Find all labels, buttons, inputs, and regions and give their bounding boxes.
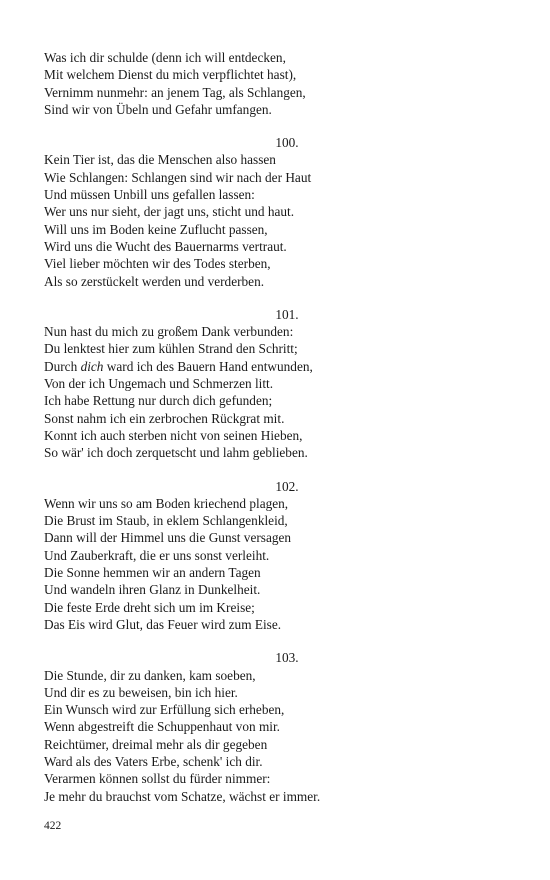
verse-line: Und Zauberkraft, die er uns sonst verleiht.	[44, 547, 270, 563]
verse-line: Wird uns die Wucht des Bauernarms vertraut.	[44, 238, 287, 254]
stanza	[44, 134, 514, 290]
verse-line: Viel lieber möchten wir des Todes sterben,	[44, 256, 271, 272]
verse-line: Wer uns nur sieht, der jagt uns, sticht und haut.	[44, 204, 295, 220]
verse-line: Sonst nahm ich ein zerbrochen Rückgrat mit.	[44, 410, 285, 426]
stanza-number: 103.	[275, 650, 299, 666]
verse-line: So wär' ich doch zerquetscht und lahm geblieben.	[44, 445, 308, 461]
page-number: 422	[44, 820, 62, 832]
stanza	[44, 478, 514, 634]
stanza	[44, 49, 514, 118]
verse-line: Die Stunde, dir zu danken, kam soeben,	[44, 667, 256, 683]
verse-line: Und wandeln ihren Glanz in Dunkelheit.	[44, 582, 261, 598]
stanza-number: 101.	[275, 306, 299, 322]
verse-line: Und dir es zu beweisen, bin ich hier.	[44, 684, 238, 700]
stanza	[44, 306, 514, 462]
stanza-gap	[44, 118, 514, 134]
verse-line: Dann will der Himmel uns die Gunst versagen	[44, 530, 292, 546]
emphasis-text: dich	[80, 358, 104, 374]
verse-line: Du lenktest hier zum kühlen Strand den Schritt;	[44, 341, 298, 357]
poem-page	[44, 49, 514, 805]
verse-line: Durch dich ward ich des Bauern Hand entwunden,	[44, 358, 313, 374]
verse-line: Sind wir von Übeln und Gefahr umfangen.	[44, 101, 272, 117]
verse-line: Ward als des Vaters Erbe, schenk' ich dir.	[44, 753, 263, 769]
verse-line: Als so zerstückelt werden und verderben.	[44, 273, 265, 289]
verse-line: Ich habe Rettung nur durch dich gefunden;	[44, 393, 273, 409]
verse-line: Die Brust im Staub, in eklem Schlangenkleid,	[44, 513, 288, 529]
stanza-gap	[44, 290, 514, 306]
verse-line: Und müssen Unbill uns gefallen lassen:	[44, 187, 255, 203]
verse-line: Wenn abgestreift die Schuppenhaut von mir.	[44, 719, 280, 735]
verse-line: Das Eis wird Glut, das Feuer wird zum Eise.	[44, 616, 282, 632]
stanza	[44, 649, 514, 805]
verse-line: Will uns im Boden keine Zuflucht passen,	[44, 221, 268, 237]
verse-line: Vernimm nunmehr: an jenem Tag, als Schlangen,	[44, 84, 306, 100]
verse-line: Wie Schlangen: Schlangen sind wir nach der Haut	[44, 169, 312, 185]
verse-line: Ein Wunsch wird zur Erfüllung sich erheben,	[44, 702, 285, 718]
verse-line: Wenn wir uns so am Boden kriechend plagen,	[44, 495, 289, 511]
verse-line: Kein Tier ist, das die Menschen also hassen	[44, 152, 276, 168]
verse-line: Die Sonne hemmen wir an andern Tagen	[44, 565, 261, 581]
verse-line: Von der ich Ungemach und Schmerzen litt.	[44, 376, 274, 392]
verse-line: Die feste Erde dreht sich um im Kreise;	[44, 599, 255, 615]
verse-line: Was ich dir schulde (denn ich will entdecken,	[44, 50, 286, 65]
verse-line: Je mehr du brauchst vom Schatze, wächst er immer.	[44, 788, 321, 804]
stanza-number: 102.	[275, 478, 299, 494]
verse-line: Nun hast du mich zu großem Dank verbunden:	[44, 324, 294, 340]
verse-line: Reichtümer, dreimal mehr als dir gegeben	[44, 736, 268, 752]
verse-line: Mit welchem Dienst du mich verpflichtet hast),	[44, 67, 297, 83]
verse-line: Verarmen können sollst du fürder nimmer:	[44, 771, 271, 787]
stanza-number: 100.	[275, 135, 299, 151]
verse-line: Konnt ich auch sterben nicht von seinen Hieben,	[44, 427, 303, 443]
stanza-gap	[44, 462, 514, 478]
stanza-gap	[44, 633, 514, 649]
